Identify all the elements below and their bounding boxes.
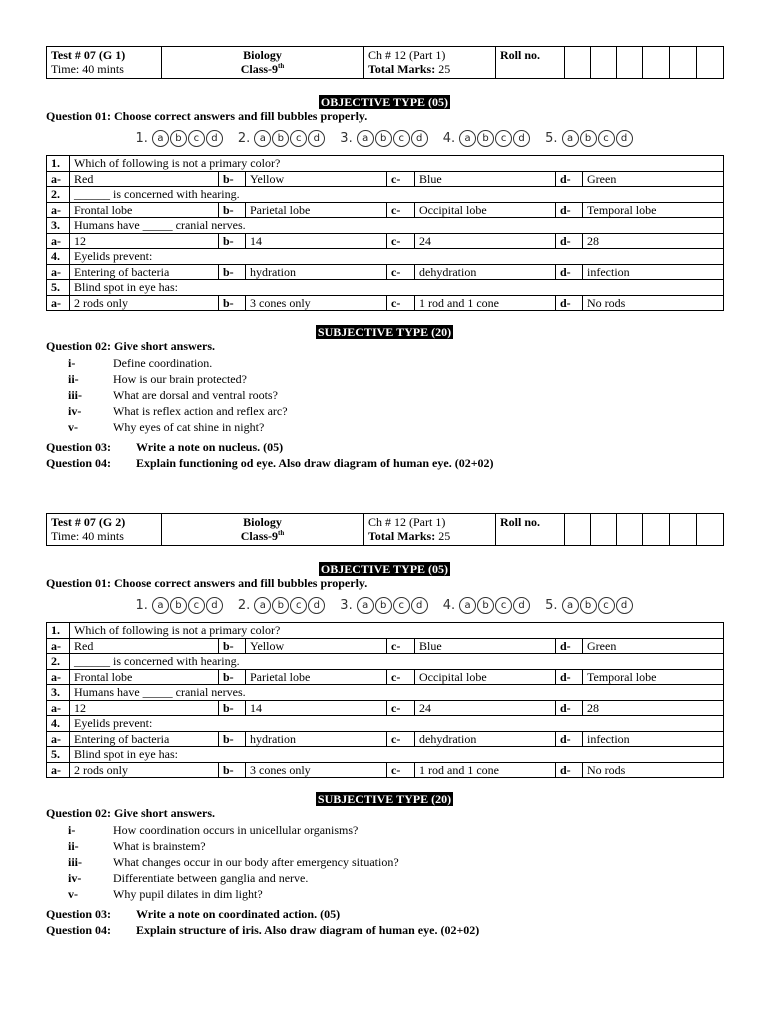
option-label-b: b- [219,295,246,311]
answer-bubble[interactable]: b [170,597,187,614]
class-name [166,62,359,76]
mcq-question-row [47,187,724,203]
chapter-cell [364,514,496,546]
option-label-c: c- [387,638,415,654]
answer-bubble[interactable]: c [188,597,205,614]
option-label-a: a- [47,638,70,654]
option-text-a: 12 [70,233,219,249]
option-text-c: 24 [415,700,556,716]
subject-name: Biology [243,515,282,529]
option-text-a: 12 [70,700,219,716]
test-number: Test # 07 (G 2) [51,515,126,529]
option-label-a: a- [47,669,70,685]
test-time: Time: 40 mints [51,62,124,76]
bubble-number: 2. [237,597,251,613]
short-question-item [68,355,723,371]
option-text-c: Occipital lobe [415,669,556,685]
option-text-b: 14 [246,233,387,249]
option-label-b: b- [219,171,246,187]
answer-bubble[interactable]: c [393,130,410,147]
question-04 [46,922,723,938]
option-text-b: 3 cones only [246,762,387,778]
option-text-a: 2 rods only [70,295,219,311]
roll-no-box[interactable] [670,514,697,546]
option-label-c: c- [387,233,415,249]
answer-bubble[interactable]: c [290,597,307,614]
bubble-group [135,130,223,147]
answer-bubble[interactable]: d [308,597,325,614]
subject-name: Biology [243,48,282,62]
answer-bubble[interactable]: d [411,597,428,614]
option-label-a: a- [47,171,70,187]
mcq-number: 5. [47,280,70,296]
total-marks [368,62,491,76]
option-text-d: Green [583,638,724,654]
short-question-item [68,838,723,854]
option-text-a: Entering of bacteria [70,731,219,747]
option-text-b: Parietal lobe [246,202,387,218]
answer-bubble[interactable]: d [513,130,530,147]
short-question-item [68,371,723,387]
mcq-question-row [47,218,724,234]
bubble-number: 1. [135,597,148,613]
answer-bubble[interactable]: c [495,597,512,614]
option-label-d: d- [556,295,583,311]
total-marks-value: 25 [438,529,451,543]
option-text-b: hydration [246,731,387,747]
answer-bubble[interactable]: a [357,597,374,614]
mcq-number: 4. [47,716,70,732]
short-question-number: v- [68,420,78,434]
class-base: Class-9 [240,62,279,76]
short-question-item [68,886,723,902]
objective-title: OBJECTIVE TYPE (05) [320,95,449,109]
option-text-a: Frontal lobe [70,202,219,218]
answer-bubble[interactable]: b [272,130,289,147]
short-question-number: i- [68,356,76,370]
option-label-c: c- [387,295,415,311]
option-text-a: 2 rods only [70,762,219,778]
option-label-d: d- [556,638,583,654]
short-questions-list [68,822,723,902]
answer-bubble[interactable]: b [375,130,392,147]
bubble-group [238,130,326,147]
option-text-a: Red [70,171,219,187]
option-text-b: hydration [246,264,387,280]
option-text-c: 24 [415,233,556,249]
roll-no-box[interactable] [697,514,724,546]
option-text-d: 28 [583,233,724,249]
option-label-b: b- [219,731,246,747]
question-03-label: Question 03: [46,907,112,921]
question-01-heading: Question 01: Choose correct answers and fill bubbles properly. [46,109,368,123]
option-label-d: d- [556,264,583,280]
option-text-c: 1 rod and 1 cone [415,762,556,778]
short-question-number: iv- [68,404,82,418]
bubble-group [545,597,633,614]
roll-no-box[interactable] [565,514,591,546]
header-table [46,513,724,546]
answer-bubble[interactable]: c [290,130,307,147]
header-table [46,46,724,79]
mcq-question-row [47,156,724,172]
bubble-number: 4. [442,597,456,613]
question-03 [46,906,723,922]
option-label-b: b- [219,264,246,280]
total-marks [368,529,491,543]
answer-bubbles [46,593,723,617]
option-text-c: dehydration [415,264,556,280]
option-label-d: d- [556,762,583,778]
answer-bubble[interactable]: b [580,597,597,614]
mcq-question-text: Eyelids prevent: [70,716,724,732]
option-label-b: b- [219,638,246,654]
option-label-c: c- [387,762,415,778]
bubble-number: 2. [237,130,251,146]
answer-bubble[interactable]: a [562,597,579,614]
answer-bubble[interactable]: d [513,597,530,614]
subject-cell [162,514,364,546]
option-text-b: Yellow [246,171,387,187]
question-04-text: Explain functioning od eye. Also draw diagram of human eye. (02+02) [136,456,494,470]
mcq-question-row [47,623,724,639]
short-question-text: What are dorsal and ventral roots? [113,388,278,402]
option-label-a: a- [47,295,70,311]
option-label-c: c- [387,700,415,716]
bubble-group [238,597,326,614]
answer-bubble[interactable]: a [152,597,169,614]
short-question-number: iii- [68,388,82,402]
mcq-question-text: Blind spot in eye has: [70,747,724,763]
bubble-group [340,597,428,614]
short-question-item [68,870,723,886]
test-paper-g1 [46,46,723,471]
class-superscript: th [278,529,285,537]
roll-no-label: Roll no. [496,514,565,546]
option-label-b: b- [219,202,246,218]
roll-no-box[interactable] [591,514,617,546]
short-question-item [68,822,723,838]
bubble-number: 4. [442,130,456,146]
short-question-number: i- [68,823,76,837]
mcq-table [46,155,724,311]
roll-no-box[interactable] [643,514,670,546]
roll-no-box[interactable] [591,47,617,79]
mcq-number: 1. [47,156,70,172]
mcq-question-text: Eyelids prevent: [70,249,724,265]
short-question-text: How coordination occurs in unicellular organisms? [113,823,359,837]
bubble-group [443,130,531,147]
option-label-a: a- [47,202,70,218]
option-text-b: 14 [246,700,387,716]
mcq-number: 2. [47,654,70,670]
mcq-question-row [47,685,724,701]
option-label-a: a- [47,264,70,280]
question-02-heading: Question 02: Give short answers. [46,339,215,353]
roll-no-box[interactable] [565,47,591,79]
answer-bubble[interactable]: a [357,130,374,147]
mcq-options-row [47,638,724,654]
subjective-title: SUBJECTIVE TYPE (20) [317,792,452,806]
mcq-number: 1. [47,623,70,639]
option-text-c: 1 rod and 1 cone [415,295,556,311]
option-text-b: Yellow [246,638,387,654]
option-label-d: d- [556,202,583,218]
mcq-question-text: Which of following is not a primary color? [70,623,724,639]
test-info-cell [47,47,162,79]
option-text-d: Temporal lobe [583,669,724,685]
answer-bubble[interactable]: c [393,597,410,614]
question-03-text: Write a note on nucleus. (05) [136,440,284,454]
mcq-options-row [47,264,724,280]
answer-bubble[interactable]: b [375,597,392,614]
answer-bubble[interactable]: d [206,130,223,147]
chapter-cell [364,47,496,79]
answer-bubble[interactable]: d [308,130,325,147]
answer-bubble[interactable]: d [616,130,633,147]
option-label-b: b- [219,700,246,716]
option-text-d: infection [583,264,724,280]
short-question-text: What is reflex action and reflex arc? [113,404,288,418]
short-question-text: How is our brain protected? [113,372,247,386]
answer-bubble[interactable]: b [580,130,597,147]
option-label-d: d- [556,700,583,716]
class-base: Class-9 [240,529,279,543]
answer-bubble[interactable]: b [477,130,494,147]
mcq-number: 3. [47,218,70,234]
answer-bubble[interactable]: d [616,597,633,614]
option-label-d: d- [556,171,583,187]
roll-no-box[interactable] [617,514,643,546]
bubble-number: 5. [545,597,558,613]
total-marks-label: Total Marks: [368,62,436,76]
roll-no-label: Roll no. [496,47,565,79]
option-label-b: b- [219,762,246,778]
short-question-number: v- [68,887,78,901]
option-text-d: infection [583,731,724,747]
mcq-options-row [47,700,724,716]
mcq-options-row [47,171,724,187]
chapter-label: Ch # 12 (Part 1) [368,48,446,62]
question-04-label: Question 04: [46,456,112,470]
short-question-number: ii- [68,372,79,386]
option-text-b: 3 cones only [246,295,387,311]
option-label-a: a- [47,762,70,778]
option-text-d: No rods [583,295,724,311]
mcq-options-row [47,731,724,747]
roll-no-box[interactable] [697,47,724,79]
short-questions-list [68,355,723,435]
mcq-question-row [47,280,724,296]
option-text-d: No rods [583,762,724,778]
question-01-heading: Question 01: Choose correct answers and fill bubbles properly. [46,576,368,590]
class-superscript: th [278,62,285,70]
subjective-section-title [46,792,723,806]
test-time: Time: 40 mints [51,529,124,543]
bubble-number: 5. [545,130,558,146]
option-label-a: a- [47,700,70,716]
mcq-question-text: ______ is concerned with hearing. [70,654,724,670]
option-text-c: Blue [415,638,556,654]
short-question-number: iv- [68,871,82,885]
option-text-c: Blue [415,171,556,187]
mcq-options-row [47,202,724,218]
option-text-d: Temporal lobe [583,202,724,218]
option-label-d: d- [556,731,583,747]
subjective-section-title [46,325,723,339]
short-question-item [68,403,723,419]
bubble-number: 3. [340,130,353,146]
short-question-item [68,387,723,403]
mcq-options-row [47,762,724,778]
mcq-options-row [47,669,724,685]
short-question-text: Why pupil dilates in dim light? [113,887,263,901]
answer-bubble[interactable]: c [598,597,615,614]
short-question-number: iii- [68,855,82,869]
answer-bubble[interactable]: a [459,130,476,147]
option-text-a: Red [70,638,219,654]
option-label-a: a- [47,233,70,249]
option-label-b: b- [219,233,246,249]
question-03 [46,439,723,455]
mcq-question-text: Which of following is not a primary color? [70,156,724,172]
answer-bubble[interactable]: a [562,130,579,147]
answer-bubble[interactable]: a [459,597,476,614]
short-question-text: What is brainstem? [113,839,206,853]
question-03-text: Write a note on coordinated action. (05) [136,907,341,921]
option-text-c: Occipital lobe [415,202,556,218]
answer-bubble[interactable]: c [598,130,615,147]
answer-bubbles [46,126,723,150]
test-paper-g2 [46,513,723,938]
short-question-item [68,419,723,435]
question-02-heading: Question 02: Give short answers. [46,806,215,820]
bubble-group [545,130,633,147]
mcq-number: 2. [47,187,70,203]
total-marks-label: Total Marks: [368,529,436,543]
answer-bubble[interactable]: a [152,130,169,147]
question-04 [46,455,723,471]
option-label-b: b- [219,669,246,685]
objective-section-title [46,95,723,109]
objective-title: OBJECTIVE TYPE (05) [320,562,449,576]
question-03-label: Question 03: [46,440,112,454]
mcq-options-row [47,295,724,311]
option-label-c: c- [387,669,415,685]
bubble-group [340,130,428,147]
mcq-options-row [47,233,724,249]
answer-bubble[interactable]: d [206,597,223,614]
total-marks-value: 25 [438,62,451,76]
question-04-text: Explain structure of iris. Also draw diagram of human eye. (02+02) [136,923,480,937]
mcq-question-row [47,747,724,763]
option-text-d: 28 [583,700,724,716]
answer-bubble[interactable]: b [170,130,187,147]
answer-bubble[interactable]: c [188,130,205,147]
short-question-text: Define coordination. [113,356,213,370]
bubble-number: 1. [135,130,148,146]
roll-no-box[interactable] [643,47,670,79]
class-name [166,529,359,543]
option-text-d: Green [583,171,724,187]
option-text-c: dehydration [415,731,556,747]
option-text-b: Parietal lobe [246,669,387,685]
test-info-cell [47,514,162,546]
mcq-question-text: ______ is concerned with hearing. [70,187,724,203]
test-number: Test # 07 (G 1) [51,48,126,62]
option-label-d: d- [556,233,583,249]
short-question-text: Why eyes of cat shine in night? [113,420,265,434]
mcq-question-text: Humans have _____ cranial nerves. [70,685,724,701]
mcq-question-row [47,654,724,670]
bubble-group [443,597,531,614]
answer-bubble[interactable]: d [411,130,428,147]
answer-bubble[interactable]: b [477,597,494,614]
answer-bubble[interactable]: a [254,130,271,147]
answer-bubble[interactable]: c [495,130,512,147]
objective-section-title [46,562,723,576]
option-text-a: Frontal lobe [70,669,219,685]
option-label-c: c- [387,264,415,280]
option-text-a: Entering of bacteria [70,264,219,280]
option-label-a: a- [47,731,70,747]
roll-no-box[interactable] [617,47,643,79]
option-label-d: d- [556,669,583,685]
mcq-question-row [47,249,724,265]
mcq-question-text: Blind spot in eye has: [70,280,724,296]
subjective-title: SUBJECTIVE TYPE (20) [317,325,452,339]
answer-bubble[interactable]: b [272,597,289,614]
option-label-c: c- [387,731,415,747]
short-question-text: What changes occur in our body after emergency situation? [113,855,399,869]
bubble-group [135,597,223,614]
short-question-item [68,854,723,870]
short-question-text: Differentiate between ganglia and nerve. [113,871,309,885]
short-question-number: ii- [68,839,79,853]
subject-cell [162,47,364,79]
chapter-label: Ch # 12 (Part 1) [368,515,446,529]
bubble-number: 3. [340,597,353,613]
mcq-question-row [47,716,724,732]
answer-bubble[interactable]: a [254,597,271,614]
option-label-c: c- [387,171,415,187]
question-04-label: Question 04: [46,923,112,937]
option-label-c: c- [387,202,415,218]
mcq-question-text: Humans have _____ cranial nerves. [70,218,724,234]
mcq-number: 4. [47,249,70,265]
mcq-number: 3. [47,685,70,701]
mcq-number: 5. [47,747,70,763]
roll-no-box[interactable] [670,47,697,79]
mcq-table [46,622,724,778]
